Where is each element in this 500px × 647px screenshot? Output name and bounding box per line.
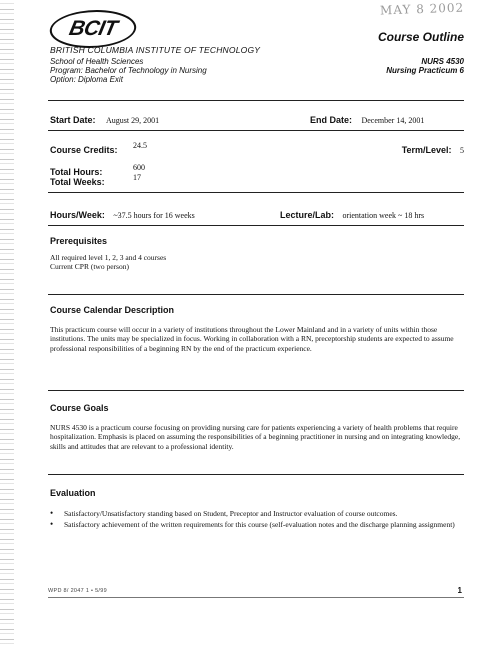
hours-week-value: ~37.5 hours for 16 weeks — [113, 211, 195, 220]
term-level-row — [402, 140, 464, 158]
course-code: NURS 4530 — [421, 57, 464, 66]
end-date-row — [310, 110, 424, 128]
bcit-logo — [46, 10, 140, 48]
evaluation-item: • Satisfactory/Unsatisfactory standing based on Student, Preceptor and Instructor evaluation of course outcomes. — [50, 509, 462, 518]
prerequisite-item: All required level 1, 2, 3 and 4 courses — [50, 253, 167, 262]
dates-divider — [48, 130, 464, 131]
lecture-lab-value: orientation week ~ 18 hrs — [342, 211, 425, 220]
start-date-label: Start Date: — [50, 115, 96, 125]
school-name: School of Health Sciences — [50, 57, 144, 66]
hours-week-row — [50, 205, 195, 223]
hours-week-label: Hours/Week: — [50, 210, 105, 220]
goals-divider — [48, 474, 464, 475]
prerequisites-list — [50, 253, 462, 272]
prerequisite-item: Current CPR (two person) — [50, 262, 129, 272]
start-date-value: August 29, 2001 — [105, 116, 160, 125]
description-divider — [48, 390, 464, 391]
evaluation-item: • Satisfactory achievement of the written requirements for this course (self-evaluation notes and the discharge planning assignment) — [50, 520, 462, 529]
evaluation-heading: Evaluation — [50, 488, 96, 498]
footer-divider — [48, 597, 464, 598]
page-number: 1 — [457, 586, 462, 595]
end-date-value: December 14, 2001 — [361, 116, 425, 125]
lecture-lab-label: Lecture/Lab: — [280, 210, 335, 220]
course-name: Nursing Practicum 6 — [386, 66, 464, 76]
calendar-description-text: This practicum course will occur in a variety of institutions throughout the Lower Mainland and in a variety of units within those institutions. The units may be specialized in focus. Working in collaboration with a RN, preceptorship students are expected to assume professional responsibilities of a beginning RN by the end of the practicum experience. — [50, 325, 454, 353]
evaluation-list — [50, 509, 462, 532]
total-weeks-value: 17 — [133, 173, 141, 182]
logo-text: BCIT — [67, 17, 120, 40]
course-credits-label: Course Credits: — [50, 145, 118, 155]
document-title: Course Outline — [377, 30, 464, 44]
prerequisites-divider — [48, 294, 464, 295]
term-level-label: Term/Level: — [401, 145, 452, 155]
credits-divider — [48, 192, 464, 193]
program-name: Program: Bachelor of Technology in Nursing — [50, 66, 207, 76]
received-date-stamp: MAY 8 2002 — [379, 0, 465, 18]
header-divider — [48, 100, 464, 101]
institution-name: BRITISH COLUMBIA INSTITUTE OF TECHNOLOGY — [50, 45, 261, 55]
program-info — [50, 57, 207, 85]
calendar-description-heading: Course Calendar Description — [50, 305, 175, 315]
form-code: WPD 8/ 2047 1 • 5/99 — [48, 588, 107, 594]
course-goals-text: NURS 4530 is a practicum course focusing on providing nursing care for patients experiencing a variety of health problems that require hospitalization. Emphasis is placed on assuming the responsibilities of a beginning practitioner in nursing and on integrating knowledge, skills and attitudes that are relevant to a professional identity. — [50, 423, 461, 451]
total-hours-label: Total Hours: — [50, 167, 103, 177]
lecture-lab-row — [280, 205, 424, 223]
course-goals-heading: Course Goals — [50, 403, 109, 413]
option-name: Option: Diploma Exit — [50, 75, 123, 85]
schedule-divider — [48, 225, 464, 226]
total-weeks-label: Total Weeks: — [50, 177, 105, 187]
course-identifier — [386, 57, 464, 75]
scan-edge-artifact — [0, 0, 14, 647]
term-level-value: 5 — [460, 146, 464, 155]
start-date-row — [50, 110, 159, 128]
total-hours-value: 600 — [133, 163, 145, 172]
prerequisites-heading: Prerequisites — [50, 236, 108, 246]
end-date-label: End Date: — [310, 115, 353, 125]
course-credits-value: 24.5 — [133, 141, 147, 150]
